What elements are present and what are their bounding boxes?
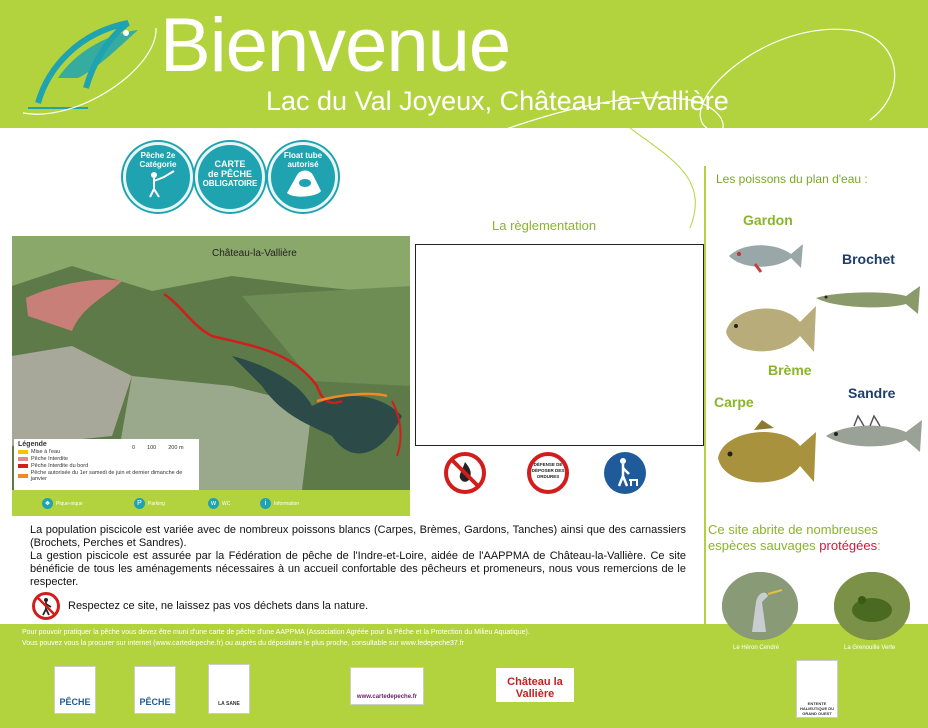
respect-notice [32, 592, 368, 620]
description-text [30, 524, 686, 589]
legend-swatch [18, 464, 28, 468]
chateau-la-valliere-logo [496, 668, 574, 702]
carte-peche-badge [195, 142, 265, 212]
page-subtitle: Lac du Val Joyeux, Château-la-Vallière [266, 86, 729, 116]
sandre-fish-icon [824, 412, 924, 458]
fish-label-sandre: Sandre [848, 385, 896, 401]
fisherman-icon [138, 169, 178, 199]
parking-item [134, 498, 165, 509]
scale-label: 200 m [168, 445, 184, 451]
footer-line: Pour pouvoir pratiquer la pêche vous devez être muni d'une carte de pêche d'une AAPPMA (Association Agréée pour la Pêche et la Protection du Milieu Aquatique). [22, 629, 530, 636]
logo-text: Château la Vallière [507, 676, 563, 700]
peche-categorie-badge [123, 142, 193, 212]
logo-text: ENTENTE HALIEUTIQUE DU GRAND OUEST [800, 701, 834, 716]
legend-label: Pêche autorisée du 1er samedi de juin et dernier dimanche de janvier [30, 470, 183, 482]
sidebar-title: Les poissons du plan d'eau : [716, 172, 868, 186]
fish-label-carpe: Carpe [714, 394, 754, 410]
badge-text: autorisé [287, 160, 319, 169]
star-icon [18, 450, 28, 454]
scale-label: 100 [147, 445, 157, 451]
badge-text: Pêche 2e [140, 151, 176, 160]
bar-label: Pique-nique [56, 500, 83, 507]
fish-logo-icon [18, 8, 158, 118]
bar-label: WC [222, 500, 231, 507]
species-text [708, 522, 924, 554]
badge-text: OBLIGATOIRE [202, 179, 258, 188]
badge-text: Catégorie [139, 160, 177, 169]
legend-label: Pêche Interdite du bord [31, 463, 89, 469]
legend-swatch [18, 474, 28, 478]
info-item [260, 498, 299, 509]
map-info-bar [12, 490, 410, 516]
footer-line: Vous pouvez vous la procurer sur internet (www.cartedepeche.fr) ou auprès du dépositaire le plus proche, consultable sur www.fedepeche37.fr [22, 640, 465, 647]
scale-label: 0 [132, 445, 136, 451]
reglementation-title: La règlementation [492, 218, 597, 233]
fish-label-brochet: Brochet [842, 251, 895, 267]
la-sane-logo [208, 664, 250, 714]
reglementation-box [415, 244, 704, 446]
legend-label: Pêche Interdite [31, 456, 68, 462]
legend-item [18, 463, 195, 469]
sign-text: DÉFENSE DE DÉPOSER DES ORDURES [531, 462, 565, 479]
map-place-label: Château-la-Vallière [212, 248, 297, 259]
footer-band [0, 624, 928, 728]
logo-text: PÊCHE [139, 697, 171, 707]
site-map[interactable] [12, 236, 410, 490]
dog-leash-sign-icon [604, 452, 646, 494]
species-text-a: Ce site abrite de nombreuses espèces sauvages [708, 522, 878, 553]
brochet-fish-icon [814, 280, 922, 320]
wc-item [208, 498, 230, 509]
legend-title: Légende [18, 441, 47, 448]
legend-item [18, 470, 195, 482]
legend-label: Mise à l'eau [31, 449, 61, 455]
header-banner [0, 0, 928, 128]
no-litter-icon [32, 592, 60, 620]
map-legend [14, 439, 199, 490]
fish-label-gardon: Gardon [743, 212, 793, 228]
description-paragraph: La gestion piscicole est assurée par la Fédération de pêche de l'Indre-et-Loire, aidée de l'AAPPMA de Château-la-Vallière. Ce site bénéficie de tous les aménagements nécessaires à un accueil confortable des pêcheurs et promeneurs, nous vous remercions de le respecter. [30, 550, 686, 588]
heron-caption: Le Héron Cendré [733, 645, 780, 651]
legend-item [18, 456, 195, 462]
cartedepeche-logo [350, 667, 424, 705]
description-paragraph: La population piscicole est variée avec de nombreux poissons blancs (Carpes, Brèmes, Gardons, Tanches) ainsi que des carnassiers (Brochets, Perches et Sandres). [30, 524, 686, 549]
wc-icon: w [208, 498, 219, 509]
bar-label: Parking [148, 500, 165, 507]
footer-text [22, 627, 530, 649]
legend-swatch [18, 457, 28, 461]
bar-label: Information [274, 500, 300, 507]
entente-halieutique-logo [796, 660, 838, 718]
logo-text: LA SANE [218, 701, 240, 707]
frog-photo [834, 572, 910, 640]
badge-text: CARTE [214, 159, 246, 169]
gardon-fish-icon [725, 238, 805, 274]
fish-label-breme: Brème [768, 362, 812, 378]
logo-text: PÊCHE [59, 697, 91, 707]
page-title: Bienvenue [160, 3, 511, 88]
info-icon: i [260, 498, 271, 509]
carpe-fish-icon [714, 416, 818, 492]
no-dumping-sign [527, 452, 569, 494]
respect-text: Respectez ce site, ne laissez pas vos déchets dans la nature. [68, 600, 369, 612]
species-text-c: : [877, 538, 881, 553]
heron-photo [722, 572, 798, 640]
no-fire-sign-icon [444, 452, 486, 494]
peche-logo [134, 666, 176, 714]
float-tube-icon [281, 169, 325, 199]
species-text-protected: protégées [819, 538, 878, 553]
breme-fish-icon [722, 296, 818, 362]
float-tube-badge [268, 142, 338, 212]
badge-text: Float tube [283, 151, 323, 160]
picnic-icon: ♣ [42, 498, 53, 509]
logo-text: www.cartedepeche.fr [356, 694, 418, 700]
badge-text: de PÊCHE [207, 169, 252, 179]
sidebar-divider [704, 166, 706, 728]
frog-caption: La Grenouille Verte [844, 645, 896, 651]
peche-logo [54, 666, 96, 714]
map-scale [132, 445, 184, 451]
picnic-item [42, 498, 83, 509]
parking-icon: P [134, 498, 145, 509]
